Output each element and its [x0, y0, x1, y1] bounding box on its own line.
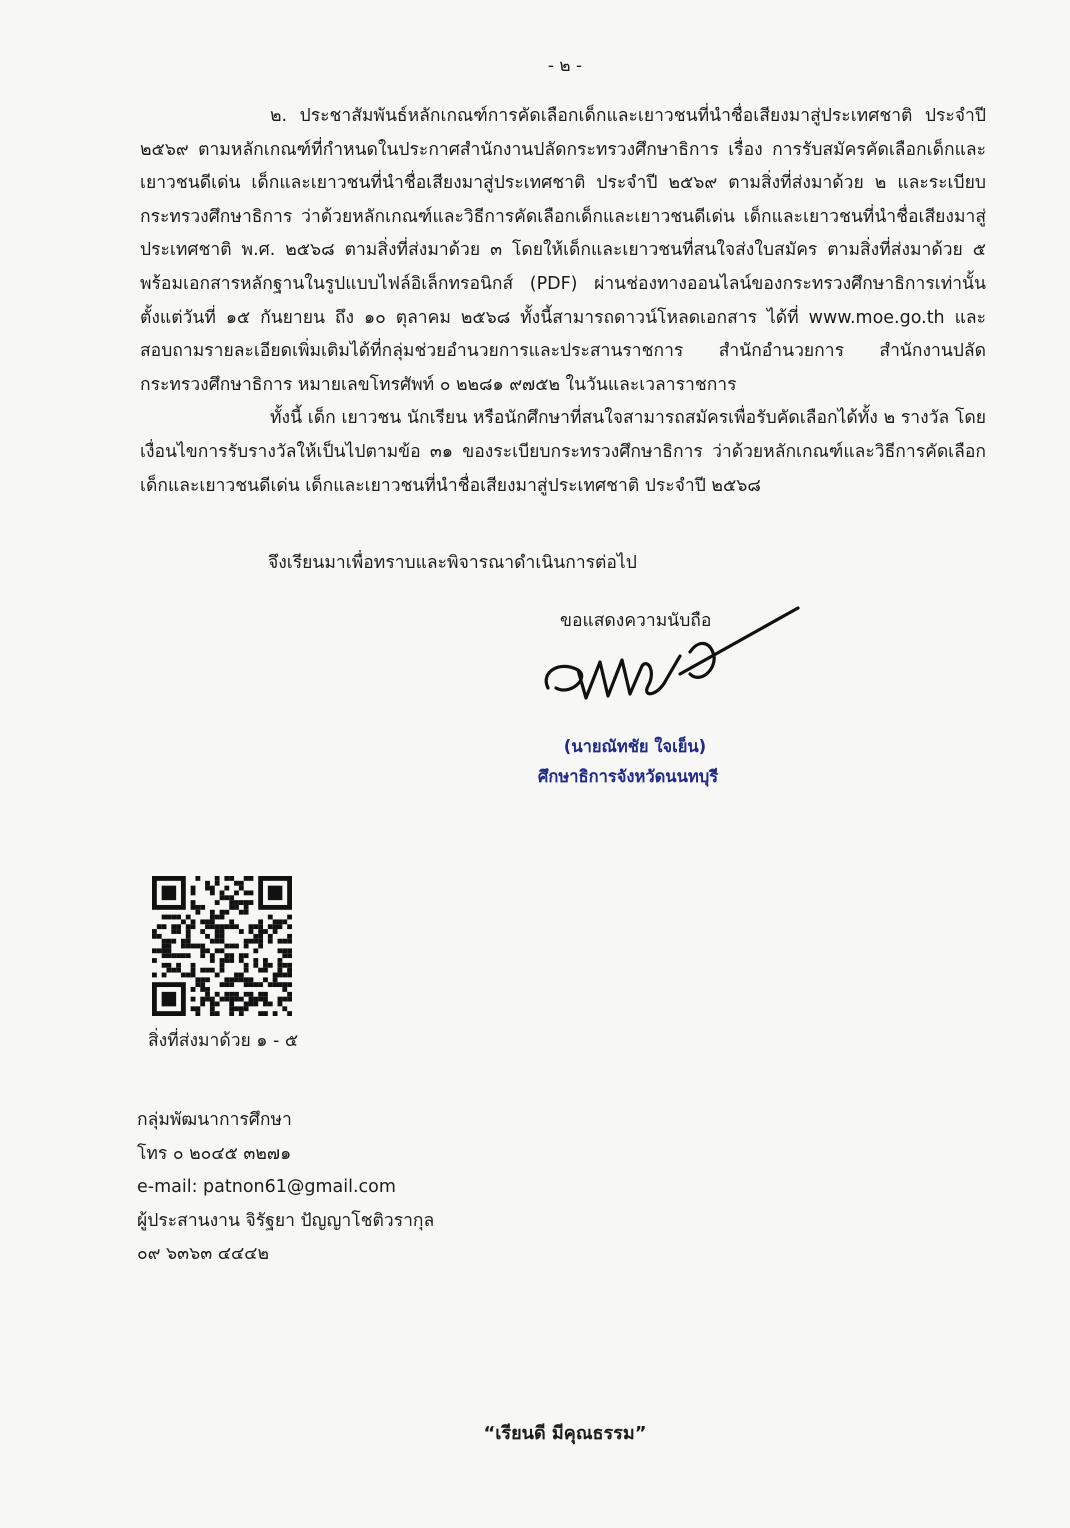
closing-line: จึงเรียนมาเพื่อทราบและพิจารณาดำเนินการต่อไป — [268, 553, 637, 573]
qr-code[interactable] — [152, 876, 292, 1016]
signer-title: ศึกษาธิการจังหวัดนนทบุรี — [537, 767, 719, 786]
qr-caption: สิ่งที่ส่งมาด้วย ๑ - ๕ — [148, 1031, 299, 1051]
phone-number: โทร ๐ ๒๐๔๕ ๓๒๗๑ — [137, 1143, 292, 1164]
contact-block — [137, 1104, 434, 1272]
motto: “เรียนดี มีคุณธรรม” — [483, 1423, 647, 1444]
coordinator-phone: ๐๙ ๖๓๖๓ ๔๔๔๒ — [137, 1244, 270, 1264]
regards-line: ขอแสดงความนับถือ — [560, 611, 712, 631]
signer-name: (นายณัทชัย ใจเย็น) — [563, 737, 707, 756]
letter-body — [140, 100, 986, 503]
paragraph-eligibility: ทั้งนี้ เด็ก เยาวชน นักเรียน หรือนักศึกษาที่สนใจสามารถสมัครเพื่อรับคัดเลือกได้ทั้ง ๒ รางวัล โดยเงื่อนไขการรับรางวัลให้เป็นไปตามข้อ ๓๑ ของระเบียบกระทรวงศึกษาธิการ ว่าด้วยหลักเกณฑ์และวิธีการคัดเลือกเด็กและเยาวชนดีเด่น เด็กและเยาวชนที่นำชื่อเสียงมาสู่ประเทศชาติ ประจำปี ๒๕๖๘ — [140, 408, 986, 496]
handwritten-signature — [530, 600, 800, 720]
coordinator-name: ผู้ประสานงาน จิรัฐยา ปัญญาโชติวรากุล — [137, 1210, 435, 1231]
page-number: - ๒ - — [547, 56, 583, 76]
department-name: กลุ่มพัฒนาการศึกษา — [137, 1110, 292, 1130]
paragraph-publicize-criteria: ๒. ประชาสัมพันธ์หลักเกณฑ์การคัดเลือกเด็กและเยาวชนที่นำชื่อเสียงมาสู่ประเทศชาติ ประจำปี ๒๕๖๙ ตามหลักเกณฑ์ที่กำหนดในประกาศสำนักงานปลัดกระทรวงศึกษาธิการ เรื่อง การรับสมัครคัดเลือกเด็กและเยาวชนดีเด่น เด็กและเยาวชนที่นำชื่อเสียงมาสู่ประเทศชาติ ประจำปี ๒๕๖๙ ตามสิ่งที่ส่งมาด้วย ๒ และระเบียบกระทรวงศึกษาธิการ ว่าด้วยหลักเกณฑ์และวิธีการคัดเลือกเด็กและเยาวชนดีเด่น เด็กและเยาวชนที่นำชื่อเสียงมาสู่ประเทศชาติ พ.ศ. ๒๕๖๘ ตามสิ่งที่ส่งมาด้วย ๓ โดยให้เด็กและเยาวชนที่สนใจส่งใบสมัคร ตามสิ่งที่ส่งมาด้วย ๕ พร้อมเอกสารหลักฐานในรูปแบบไฟล์อิเล็กทรอนิกส์ (PDF) ผ่านช่องทางออนไลน์ของกระทรวงศึกษาธิการเท่านั้น ตั้งแต่วันที่ ๑๕ กันยายน ถึง ๑๐ ตุลาคม ๒๕๖๘ ทั้งนี้สามารถดาวน์โหลดเอกสาร ได้ที่ www.moe.go.th และสอบถามรายละเอียดเพิ่มเติมได้ที่กลุ่มช่วยอำนวยการและประสานราชการ สำนักอำนวยการ สำนักงานปลัดกระทรวงศึกษาธิการ หมายเลขโทรศัพท์ ๐ ๒๒๘๑ ๙๗๕๒ ในวันและเวลาราชการ — [140, 106, 986, 395]
email-address: e-mail: patnon61@gmail.com — [137, 1177, 396, 1197]
